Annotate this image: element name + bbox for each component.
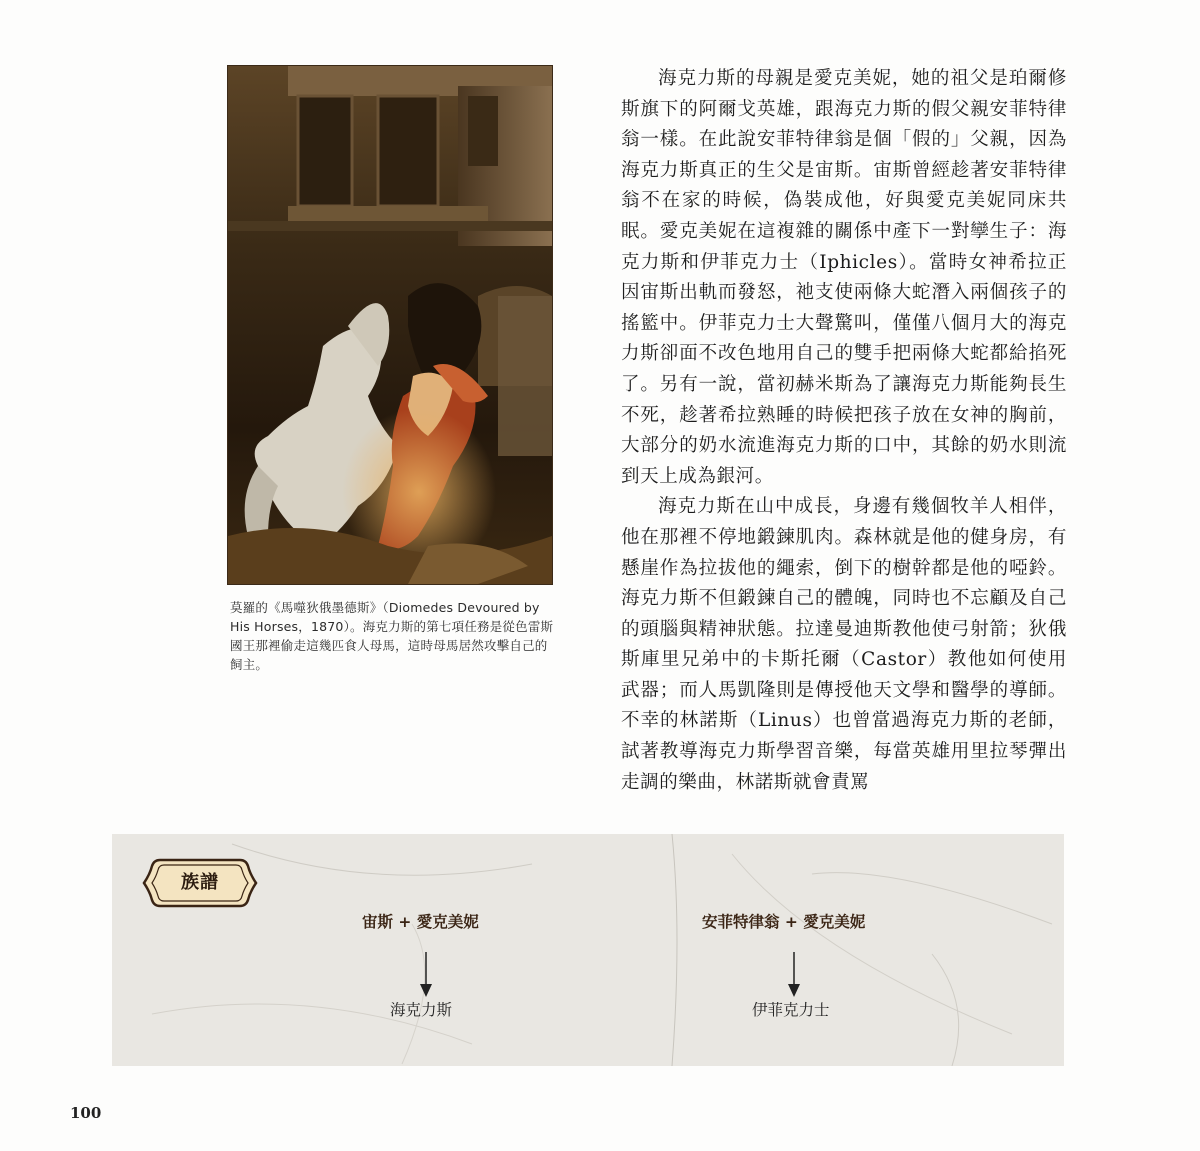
- arrow-down-icon: [419, 952, 433, 998]
- genealogy-panel: [112, 834, 1064, 1066]
- right-child: 伊菲克力士: [752, 1001, 830, 1019]
- painting-caption: 莫羅的《馬噬狄俄墨德斯》（Diomedes Devoured by His Horses，1870）。海克力斯的第七項任務是從色雷斯國王那裡偷走這幾匹食人母馬，這時母馬居然攻擊自己的飼主。: [230, 600, 554, 672]
- paragraph-2: 海克力斯在山中成長，身邊有幾個牧羊人相伴，他在那裡不停地鍛鍊肌肉。森林就是他的健身房，有懸崖作為拉拔他的繩索，倒下的樹幹都是他的啞鈴。海克力斯不但鍛鍊自己的體魄，同時也不忘顧及自己的頭腦與精神狀態。拉達曼迪斯教他使弓射箭；狄俄斯庫里兄弟中的卡斯托爾（Castor）教他如何使用武器；而人馬凱隆則是傳授他天文學和醫學的導師。不幸的林諾斯（Linus）也曾當過海克力斯的老師，試著教導海克力斯學習音樂，每當英雄用里拉琴彈出走調的樂曲，林諾斯就會責罵: [621, 496, 1067, 793]
- right-parents: 安菲特律翁 + 愛克美妮: [702, 913, 866, 931]
- genealogy-badge: [142, 854, 258, 912]
- paragraph-1: 海克力斯的母親是愛克美妮，她的祖父是珀爾修斯旗下的阿爾戈英雄，跟海克力斯的假父親安菲特律翁一樣。在此說安菲特律翁是個「假的」父親，因為海克力斯真正的生父是宙斯。宙斯曾經趁著安菲特律翁不在家的時候，偽裝成他，好與愛克美妮同床共眠。愛克美妮在這複雜的關係中產下一對孿生子：海克力斯和伊菲克力士（Iphicles）。當時女神希拉正因宙斯出軌而發怒，祂支使兩條大蛇潛入兩個孩子的搖籃中。伊菲克力士大聲驚叫，僅僅八個月大的海克力斯卻面不改色地用自己的雙手把兩條大蛇都給掐死了。另有一說，當初赫米斯為了讓海克力斯能夠長生不死，趁著希拉熟睡的時候把孩子放在女神的胸前，大部分的奶水流進海克力斯的口中，其餘的奶水則流到天上成為銀河。: [621, 68, 1067, 487]
- body-text: [621, 64, 1067, 798]
- left-parents: 宙斯 + 愛克美妮: [362, 913, 479, 931]
- genealogy-title: 族譜: [181, 872, 219, 893]
- page-number: 100: [70, 1104, 102, 1122]
- painting-image: [228, 66, 552, 584]
- arrow-down-icon: [787, 952, 801, 998]
- left-child: 海克力斯: [390, 1001, 453, 1019]
